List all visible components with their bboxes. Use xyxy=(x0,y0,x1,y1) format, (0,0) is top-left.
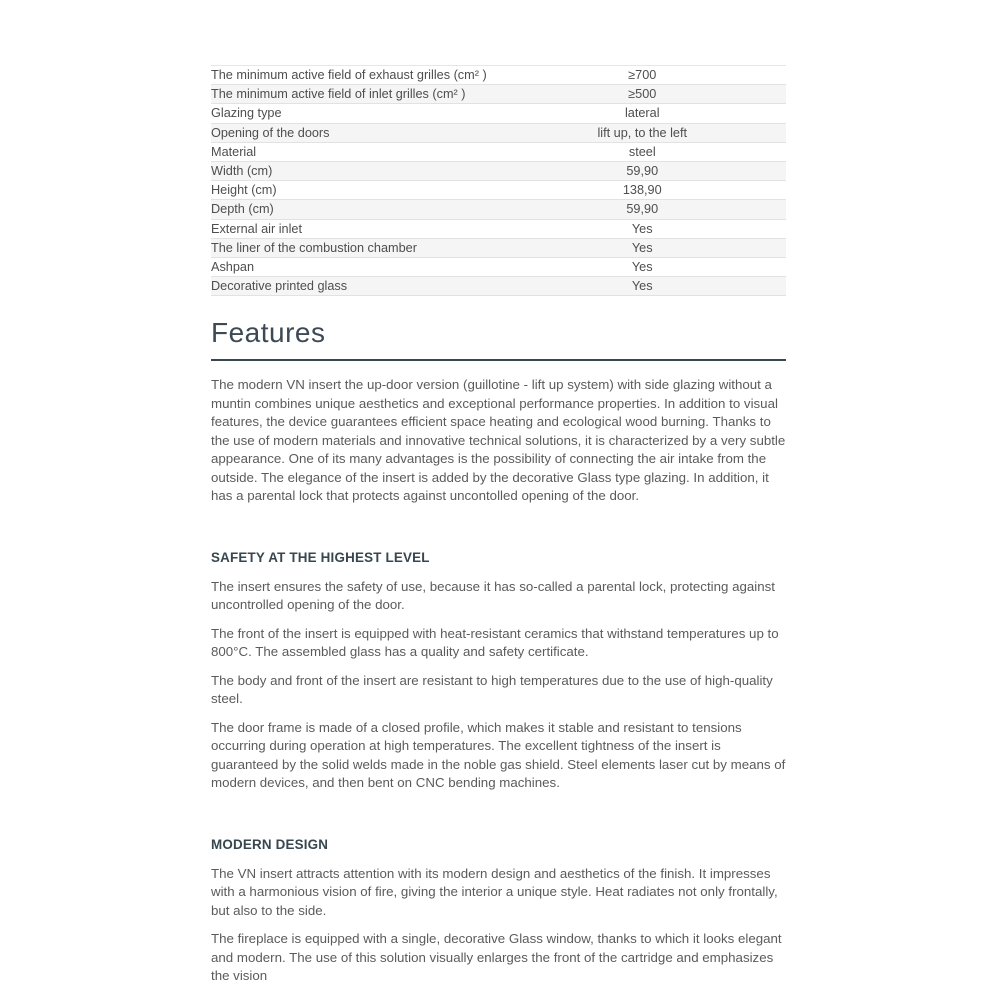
spec-value: steel xyxy=(628,144,656,159)
spec-label: Opening of the doors xyxy=(211,125,330,140)
spec-value: Yes xyxy=(631,279,653,294)
table-row xyxy=(211,200,786,219)
spec-value: lift up, to the left xyxy=(597,125,688,140)
table-row xyxy=(211,220,786,239)
table-row xyxy=(211,239,786,258)
spec-label: Glazing type xyxy=(211,106,282,121)
product-details-section xyxy=(211,65,786,996)
table-row xyxy=(211,66,786,85)
table-row xyxy=(211,258,786,277)
spec-value: 59,90 xyxy=(626,164,659,179)
spec-value: 59,90 xyxy=(626,202,659,217)
table-row xyxy=(211,143,786,162)
table-row xyxy=(211,277,786,296)
spec-label: External air inlet xyxy=(211,221,302,236)
spec-label: Ashpan xyxy=(211,259,255,274)
spec-value: Yes xyxy=(631,221,653,236)
spec-value: ≥700 xyxy=(628,68,657,83)
section-heading-safety: SAFETY AT THE HIGHEST LEVEL xyxy=(211,549,430,565)
spec-label: Material xyxy=(211,144,257,159)
spec-label: The minimum active field of inlet grilles (cm² ) xyxy=(211,87,466,102)
safety-paragraph: The front of the insert is equipped with heat-resistant ceramics that withstand temperatures up to 800°C. The assembled glass has a quality and safety certificate. xyxy=(211,625,779,660)
spec-value: ≥500 xyxy=(628,87,657,102)
spec-label: Depth (cm) xyxy=(211,202,274,217)
spec-label: Width (cm) xyxy=(211,164,273,179)
specification-table xyxy=(211,65,786,296)
modern-design-paragraph: The fireplace is equipped with a single, decorative Glass window, thanks to which it looks elegant and modern. The use of this solution visually enlarges the front of the cartridge and emphasizes the vision xyxy=(211,931,782,984)
table-row xyxy=(211,104,786,123)
modern-design-paragraph: The VN insert attracts attention with its modern design and aesthetics of the finish. It impresses with a harmonious vision of fire, giving the interior a unique style. Heat radiates not only frontally, but also to the side. xyxy=(211,865,778,918)
spec-value: lateral xyxy=(624,106,660,121)
features-intro-paragraph: The modern VN insert the up-door version (guillotine - lift up system) with side glazing without a muntin combines unique aesthetics and exceptional performance properties. In addition to visual features, the device guarantees efficient space heating and ecological wood burning. Thanks to the use of modern materials and innovative technical solutions, it is characterized by a very subtle appearance. One of its many advantages is the possibility of connecting the air intake from the outside. The elegance of the insert is added by the decorative Glass type glazing. In addition, it has a parental lock that protects against uncontolled opening of the door. xyxy=(211,377,786,504)
spec-value: Yes xyxy=(631,240,653,255)
table-row xyxy=(211,85,786,104)
spec-label: Decorative printed glass xyxy=(211,279,348,294)
table-row xyxy=(211,162,786,181)
section-heading-modern-design: MODERN DESIGN xyxy=(211,836,329,852)
spec-label: Height (cm) xyxy=(211,183,277,198)
spec-label: The minimum active field of exhaust grilles (cm² ) xyxy=(211,68,487,83)
table-row xyxy=(211,181,786,200)
safety-paragraph: The body and front of the insert are resistant to high temperatures due to the use of high-quality steel. xyxy=(211,672,773,707)
features-title-rule xyxy=(211,359,786,361)
safety-paragraph: The insert ensures the safety of use, because it has so-called a parental lock, protecting against uncontrolled opening of the door. xyxy=(211,578,775,613)
safety-paragraph: The door frame is made of a closed profile, which makes it stable and resistant to tensions occurring during operation at high temperatures. The excellent tightness of the insert is guaranteed by the solid welds made in the noble gas shield. Steel elements laser cut by means of modern devices, and then bent on CNC bending machines. xyxy=(211,719,786,791)
table-row xyxy=(211,124,786,143)
spec-label: The liner of the combustion chamber xyxy=(211,240,417,255)
spec-value: Yes xyxy=(631,259,653,274)
features-title: Features xyxy=(211,317,326,349)
spec-value: 138,90 xyxy=(622,183,662,198)
